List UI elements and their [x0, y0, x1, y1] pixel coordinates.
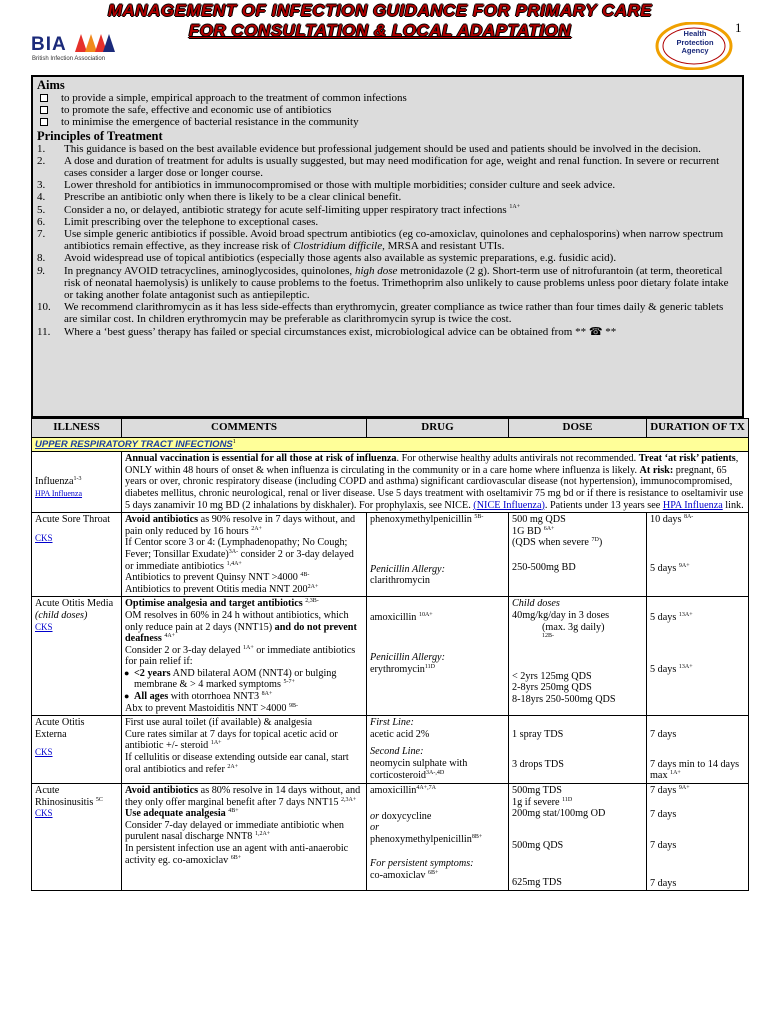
comments-cell: Optimise analgesia and target antibiotics $^{2,3B-}$ OM resolves in 60% in 24 h without antibiotics, which only reduce pain at 2 days (NNT15) and do not prevent deafness $^{4A+}$ Consider 2 or 3-day delayed $^{1A+}$ or immediate antibiotics for pain relief if: ● <2 years AND bilateral AOM (NNT4) or bulging membrane & > 4 marked symptoms $^{5-7+}$ ● All ages with otorrhoea NNT3 $^{8A+}$ Abx to prevent Mastoiditis NNT >4000 $^{9B-}$ [122, 597, 367, 716]
illness-cell: Acute Rhinosinusitis $^{5C}$ CKS [32, 784, 122, 891]
aim-item: to promote the safe, effective and economic use of antibiotics [37, 104, 738, 116]
table-row-otitis-media [32, 597, 749, 716]
principle-item: 3. Lower threshold for antibiotics in immunocompromised or those with multiple morbidities; consider culture and seek advice. [37, 179, 616, 192]
illness-cell: Acute Otitis Media (child doses) CKS [32, 597, 122, 716]
cks-link[interactable]: CKS [35, 747, 53, 758]
page-number: 1 [735, 20, 742, 35]
dose-cell: 1 spray TDS 3 drops TDS [509, 716, 647, 784]
guidance-table [31, 418, 749, 891]
principles-heading: Principles of Treatment [37, 128, 163, 143]
aim-item: to minimise the emergence of bacterial resistance in the community [37, 116, 738, 128]
principle-item: 10. We recommend clarithromycin as it has less side-effects than erythromycin, greater compliance as twice rather than four times daily & generic tablets are similar cost. In children erythromycin may be preferable as clarithromycin syrup is twice the cost. [37, 301, 724, 326]
illness-cell: Influenza$^{1-3}$ HPA Influenza [32, 452, 122, 513]
reference-superscript: 1 [232, 438, 236, 445]
aims-principles-box [31, 75, 744, 418]
column-header-comments: COMMENTS [122, 419, 367, 438]
nice-influenza-link[interactable]: (NICE Influenza) [473, 499, 545, 511]
cks-link[interactable]: CKS [35, 808, 53, 819]
duration-cell: 7 days $^{9A+}$ 7 days 7 days 7 days [647, 784, 749, 891]
bullet-item: ● <2 years AND bilateral AOM (NNT4) or bulging membrane & > 4 marked symptoms $^{5-7+}$ [125, 668, 363, 691]
principle-item: 6. Limit prescribing over the telephone to exceptional cases. [37, 215, 319, 228]
duration-cell: 5 days $^{13A+}$ 5 days $^{13A+}$ [647, 597, 749, 716]
illness-cell: Acute Sore Throat CKS [32, 513, 122, 597]
drug-cell: amoxicillin $^{10A+}$ Penicillin Allergy: erythromycin$^{11D}$ [367, 597, 509, 716]
document-title-line2: FOR CONSULTATION & LOCAL ADAPTATION [188, 21, 572, 40]
dose-cell: Child doses 40mg/kg/day in 3 doses (max. 3g daily) $^{12B-}$ < 2yrs 125mg QDS 2-8yrs 250mg QDS 8-18yrs 250-500mg QDS [509, 597, 647, 716]
principle-item: 4. Prescribe an antibiotic only when there is likely to be a clear clinical benefit. [37, 191, 402, 204]
cks-link[interactable]: CKS [35, 532, 53, 543]
hpa-logo-text: Health Protection Agency [676, 29, 714, 55]
principle-item: 11. Where a ‘best guess’ therapy has failed or special circumstances exist, microbiological advice can be obtained from ** ☎ ** [37, 325, 617, 338]
duration-cell: 7 days 7 days min to 14 days max $^{1A+}$ [647, 716, 749, 784]
comments-cell: Avoid antibiotics as 80% resolve in 14 days without, and they only offer marginal benefit after 7 days NNT15 $^{2,3A+}$ Use adequate analgesia $^{4B+}$ Consider 7-day delayed or immediate antibiotic when purulent nasal discharge NNT8 $^{1,2A+}$ In persistent infection use an agent with anti-anaerobic activity eg. co-amoxiclav $^{6B+}$ [122, 784, 367, 891]
section-row [32, 437, 749, 452]
hpa-logo [655, 22, 733, 70]
principle-item: 2. A dose and duration of treatment for adults is usually suggested, but may need modification for age, weight and renal function. In severe or recurrent cases consider a larger dose or longer course. [37, 154, 720, 180]
principle-item: 9. In pregnancy AVOID tetracyclines, aminoglycosides, quinolones, high dose metronidazole (2 g). Short-term use of nitrofurantoin (at term, theoretical risk of neonatal haemolysis) is unlikely to cause problems to the foetus. Trimethoprim also unlikely to cause problems unless poor dietary folate intake or taking another folate antagonist such as antiepileptic. [37, 264, 729, 302]
hpa-influenza-link-2[interactable]: HPA Influenza [662, 499, 723, 511]
hpa-influenza-link[interactable]: HPA Influenza [35, 488, 83, 498]
comments-cell: First use aural toilet (if available) & analgesia Cure rates similar at 7 days for topical acetic acid or antibiotic +/- steroid $^{1A+}$ If cellulitis or disease extending outside ear canal, start oral antibiotics and refer $^{2A+}$ [122, 716, 367, 784]
duration-cell: 10 days $^{8A-}$ 5 days $^{9A+}$ [647, 513, 749, 597]
comments-cell: Avoid antibiotics as 90% resolve in 7 days without, and pain only reduced by 16 hours $^{2A+}$ If Centor score 3 or 4: (Lymphadenopathy; No Cough; Fever; Tonsillar Exudate)$^{3A-}$ consider 2 or 3-day delayed or immediate antibiotics $^{1,4A+}$ Antibiotics to prevent Quinsy NNT >4000 $^{4B-}$ Antibiotics to prevent Otitis media NNT $200^{2A+}$ [122, 513, 367, 597]
bullet-item: ● All ages with otorrhoea NNT3 $^{8A+}$ [125, 691, 363, 703]
column-header-duration: DURATION OF TX [647, 419, 749, 438]
illness-cell: Acute Otitis Externa CKS [32, 716, 122, 784]
table-row-rhinosinusitis [32, 784, 749, 891]
drug-cell: First Line: acetic acid 2% Second Line: neomycin sulphate with corticosteroid$^{3A-,4D}$ [367, 716, 509, 784]
principle-item: 5. Consider a no, or delayed, antibiotic strategy for acute self-limiting upper respiratory tract infections $^{1A+}$ [37, 203, 521, 216]
aims-heading: Aims [37, 78, 65, 92]
section-heading-urti: UPPER RESPIRATORY TRACT INFECTIONS$^1$ [32, 437, 749, 452]
document-title-line1: MANAGEMENT OF INFECTION GUIDANCE FOR PRIMARY CARE [107, 1, 653, 20]
column-header-dose: DOSE [509, 419, 647, 438]
page-header [0, 0, 768, 74]
column-header-illness: ILLNESS [32, 419, 122, 438]
table-row-otitis-externa [32, 716, 749, 784]
principle-item: 7. Use simple generic antibiotics if possible. Avoid broad spectrum antibiotics (eg co-amoxiclav, quinolones and cephalosporins) when narrow spectrum antibiotics remain effective, as they increase risk of Clostridium difficile, MRSA and resistant UTIs. [37, 228, 724, 253]
bia-logo-letters: BIA [31, 34, 67, 55]
influenza-comments-cell: Annual vaccination is essential for all those at risk of influenza. For otherwise healthy adults antivirals not recommended. Treat ‘at risk’ patients, ONLY within 48 hours of onset & when influenza is circulating in the community or in a care home where influenza is likely. At risk: pregnant, 65 years or over, chronic respiratory disease (including COPD and asthma) significant cardiovascular disease (not hypertension), immunocompromised, diabetes mellitus, chronic neurological, renal or liver disease. Use 5 days treatment with oseltamivir 75 mg bd or if there is resistance to oseltamivir use 5 days zanamivir 10 mg BD (2 inhalations by diskhaler). For prophylaxis, see NICE. (NICE Influenza). Patients under 13 years see HPA Influenza link. [122, 452, 749, 513]
reference-superscript: 1A+ [509, 203, 521, 210]
table-row-influenza [32, 452, 749, 513]
dose-cell: 500mg TDS 1g if severe $^{11D}$ 200mg stat/100mg OD 500mg QDS 625mg TDS [509, 784, 647, 891]
principle-item: 8. Avoid widespread use of topical antibiotics (especially those agents also available as systemic preparations, e.g. fusidic acid). [37, 252, 617, 265]
column-header-drug: DRUG [367, 419, 509, 438]
dose-cell: 500 mg QDS 1G BD $^{6A+}$ (QDS when severe $^{7D}$) 250-500mg BD [509, 513, 647, 597]
drug-cell: phenoxymethylpenicillin $^{5B-}$ Penicillin Allergy: clarithromycin [367, 513, 509, 597]
table-header-row [32, 419, 749, 438]
aim-item: to provide a simple, empirical approach to the treatment of common infections [37, 92, 738, 104]
principle-item: 1. This guidance is based on the best available evidence but professional judgement should be used and patients should be involved in the decision. [37, 142, 701, 155]
cks-link[interactable]: CKS [35, 621, 53, 632]
bia-logo-subtitle: British Infection Association [32, 56, 106, 62]
table-row-sore-throat [32, 513, 749, 597]
drug-cell: amoxicillin$^{4A+,7A}$ or doxycycline or phenoxymethylpenicillin$^{8B+}$ For persistent symptoms: co-amoxiclav $^{6B+}$ [367, 784, 509, 891]
